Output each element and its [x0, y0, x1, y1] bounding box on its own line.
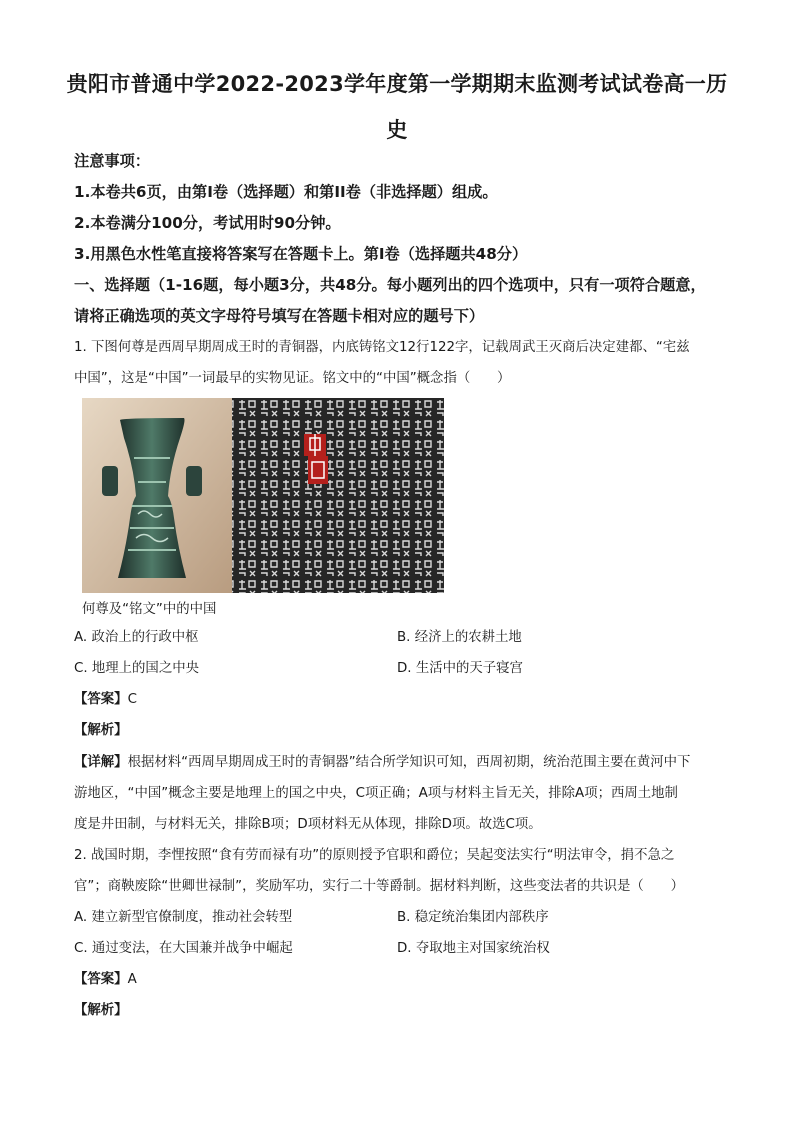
q2-stem-line1: 2. 战国时期，李悝按照“食有劳而禄有功”的原则授予官职和爵位；吴起变法实行“明法审令，捐不急之 [74, 848, 675, 863]
he-zun-image [82, 398, 444, 593]
q1-option-b: B. 经济上的农耕土地 [397, 630, 522, 645]
q2-option-a: A. 建立新型官僚制度，推动社会转型 [74, 910, 293, 925]
q1-answer-label: 【答案】 [74, 692, 128, 707]
q1-stem-line2: 中国”，这是“中国”一词最早的实物见证。铭文中的“中国”概念指（ ） [74, 371, 511, 386]
q1-detail-line2: 游地区，“中国”概念主要是地理上的国之中央，C项正确；A项与材料主旨无关，排除A项；西周土地制 [74, 786, 678, 801]
notice-item-2: 2.本卷满分100分，考试用时90分钟。 [74, 214, 341, 232]
q2-option-b: B. 稳定统治集团内部秩序 [397, 910, 549, 925]
q2-option-d: D. 夺取地主对国家统治权 [397, 941, 550, 956]
q1-stem-line1: 1. 下图何尊是西周早期周成王时的青铜器，内底铸铭文12行122字，记载周武王灭商后决定建都、“宅兹 [74, 340, 690, 355]
q2-stem-line2: 官”；商鞅废除“世卿世禄制”，奖励军功，实行二十等爵制。据材料判断，这些变法者的共识是（ ） [74, 879, 684, 894]
q2-answer [74, 970, 137, 990]
q2-analysis-label: 【解析】 [74, 1003, 128, 1018]
exam-title-line2: 史 [386, 118, 408, 142]
exam-title-line1: 贵阳市普通中学2022-2023学年度第一学期期末监测考试试卷高一历 [66, 72, 728, 96]
q2-option-c: C. 通过变法，在大国兼并战争中崛起 [74, 941, 293, 956]
q1-detail-text1: 根据材料“西周早期周成王时的青铜器”结合所学知识可知，西周初期，统治范围主要在黄河中下 [127, 755, 691, 770]
notice-heading: 注意事项： [74, 152, 150, 170]
q1-detail-line3: 度是井田制，与材料无关，排除B项；D项材料无从体现，排除D项。故选C项。 [74, 817, 542, 832]
q1-option-c: C. 地理上的国之中央 [74, 661, 199, 676]
q2-answer-value: A [127, 972, 137, 987]
q2-answer-label: 【答案】 [74, 972, 128, 987]
q1-detail-label: 【详解】 [74, 755, 128, 770]
q1-option-d: D. 生活中的天子寝宫 [397, 661, 523, 676]
section-instruction-line1: 一、选择题（1-16题，每小题3分，共48分。每小题列出的四个选项中，只有一项符合题意， [74, 276, 706, 294]
notice-item-1: 1.本卷共6页，由第I卷（选择题）和第II卷（非选择题）组成。 [74, 183, 498, 201]
section-instruction-line2: 请将正确选项的英文字母符号填写在答题卡相对应的题号下） [74, 307, 485, 325]
q1-option-a: A. 政治上的行政中枢 [74, 630, 199, 645]
figure-caption: 何尊及“铭文”中的中国 [82, 602, 217, 617]
q1-detail-line1 [74, 753, 690, 773]
q1-answer-value: C [127, 692, 137, 707]
q1-analysis-label: 【解析】 [74, 723, 128, 738]
q1-answer [74, 690, 137, 710]
he-zun-figure [82, 398, 444, 593]
notice-item-3: 3.用黑色水性笔直接将答案写在答题卡上。第I卷（选择题共48分） [74, 245, 528, 263]
